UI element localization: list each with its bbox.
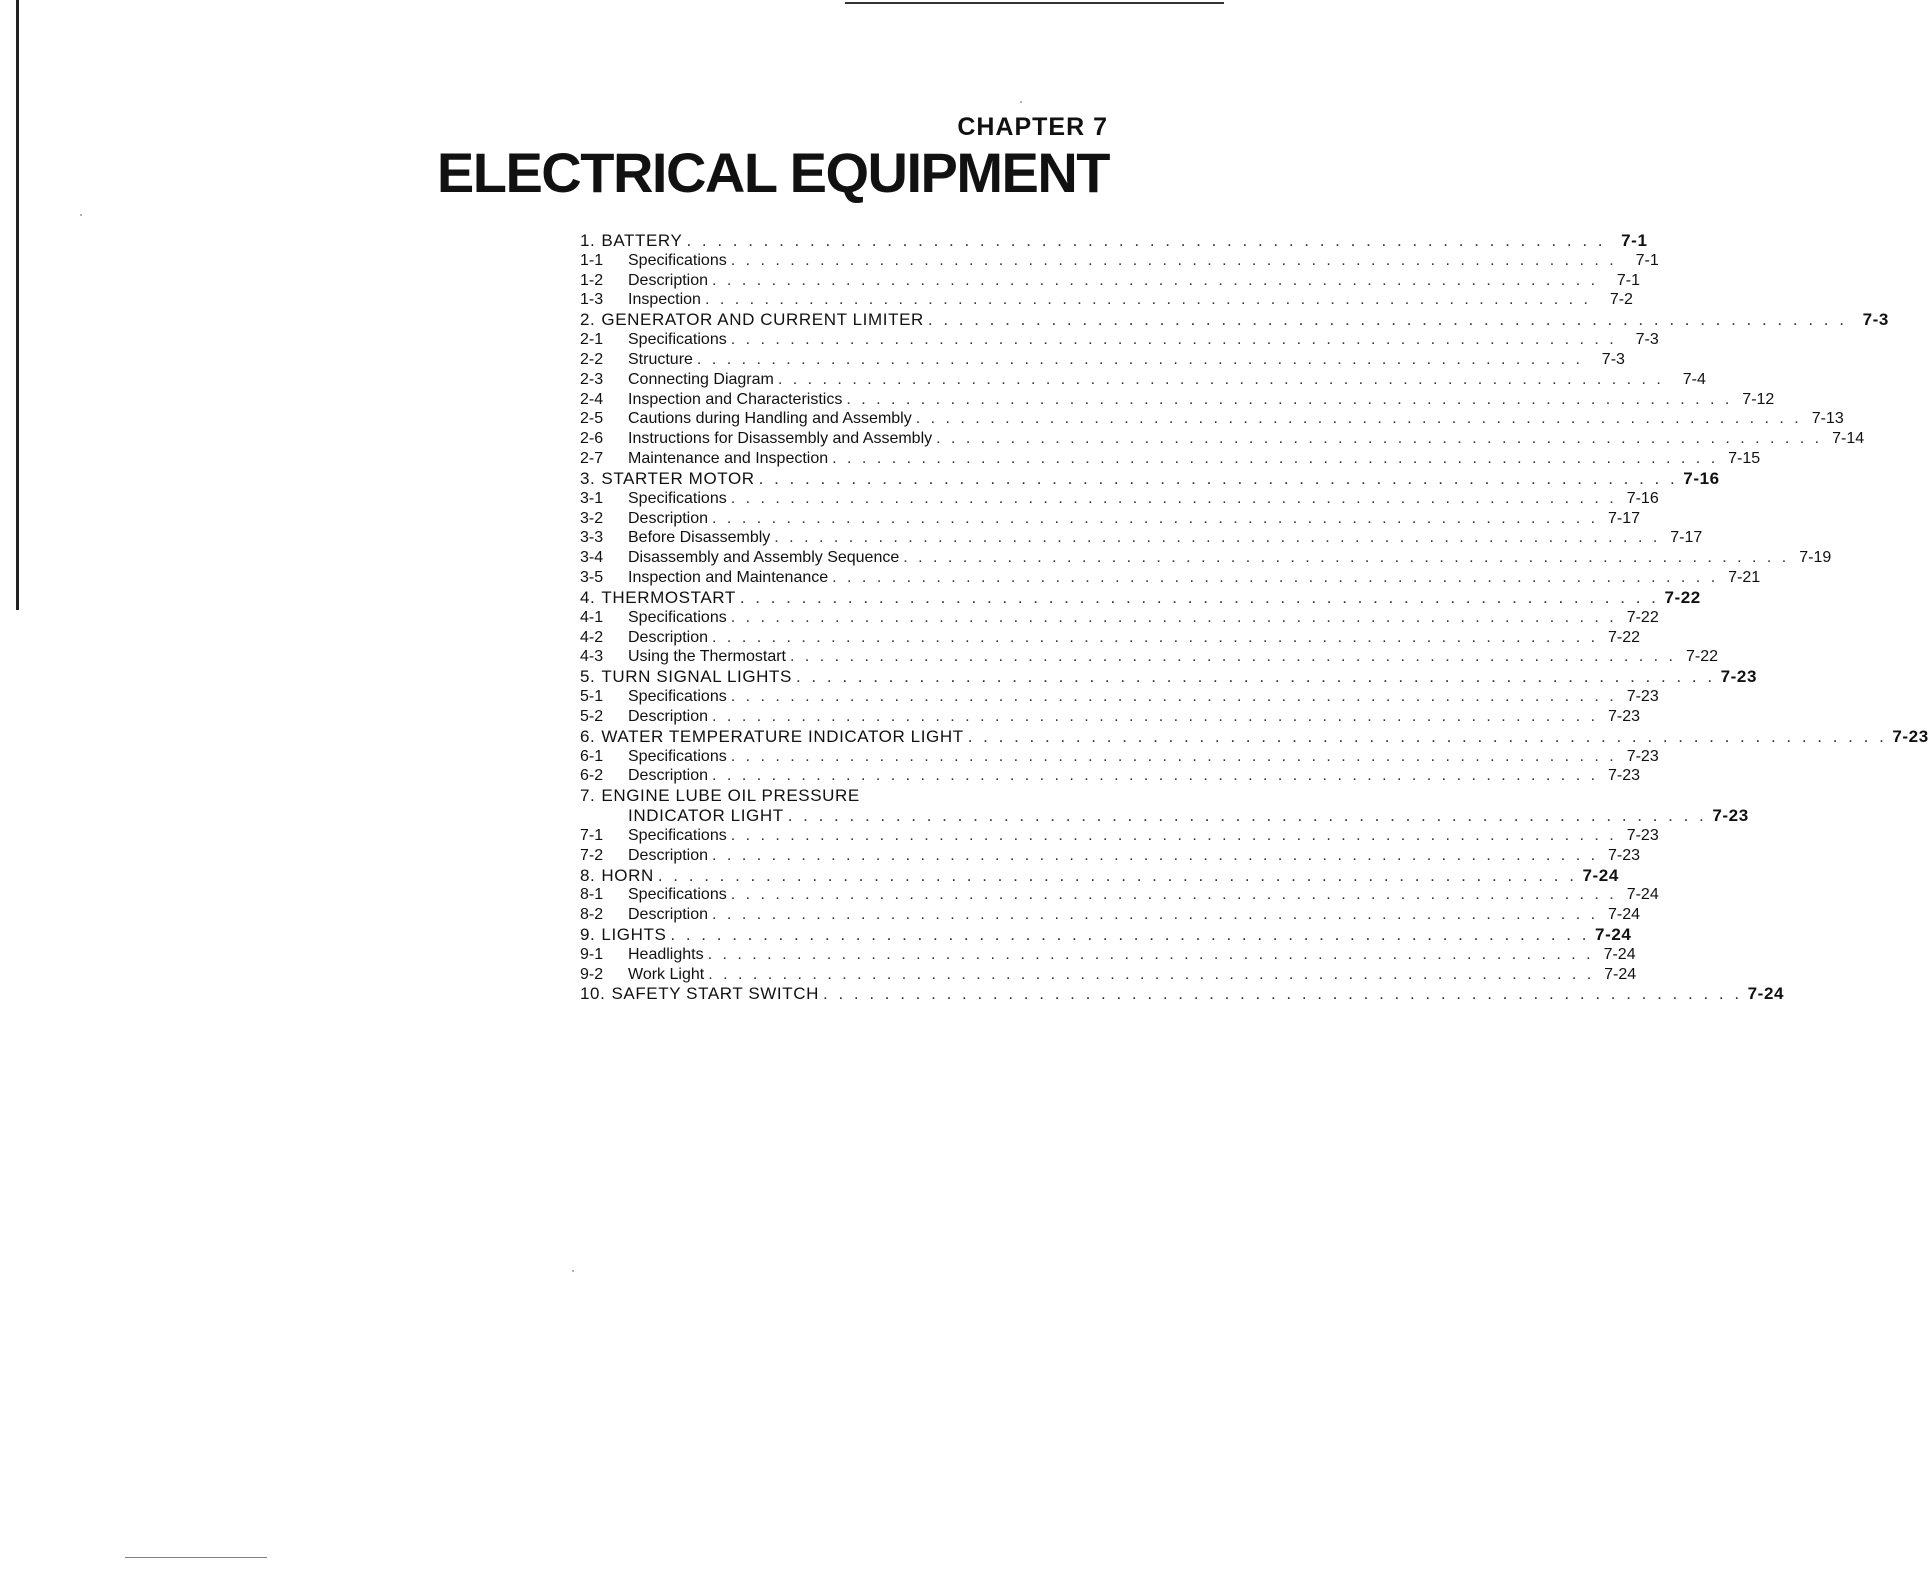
toc-entry-page: 7-17 [1670, 529, 1703, 547]
toc-dot-leader: . . . . . . . . . . . . . . . . . . . . . . . . . . . . . . . . . . . . . . . . . . . . . . . . . . . . . . . . . . . . [846, 390, 1733, 408]
toc-dot-leader: . . . . . . . . . . . . . . . . . . . . . . . . . . . . . . . . . . . . . . . . . . . . . . . . . . . . . . . . . . . . [730, 251, 1617, 269]
toc-dot-leader: . . . . . . . . . . . . . . . . . . . . . . . . . . . . . . . . . . . . . . . . . . . . . . . . . . . . . . . . . . . . [730, 331, 1617, 349]
toc-entry-title: STARTER MOTOR [601, 468, 755, 488]
toc-entry-title: Description [628, 767, 709, 785]
toc-dot-leader: . . . . . . . . . . . . . . . . . . . . . . . . . . . . . . . . . . . . . . . . . . . . . . . . . . . . . . . . . . . . [790, 648, 1676, 666]
toc-entry-page: 7-2 [1609, 291, 1633, 309]
toc-entry-title: Specifications [628, 826, 727, 844]
toc-entry-page: 7-15 [1728, 450, 1761, 468]
toc-entry-number: 8-1 [580, 886, 604, 904]
toc-entry-title: Work Light [628, 965, 705, 983]
toc-entry [580, 806, 1749, 826]
toc-entry-title: WATER TEMPERATURE INDICATOR LIGHT [601, 726, 964, 746]
toc-entry-title: Specifications [628, 331, 727, 349]
toc-entry-page: 7-23 [1892, 726, 1929, 746]
toc-entry-number: 4. [580, 587, 596, 607]
toc-entry-number: 4-2 [580, 628, 604, 646]
toc-entry [580, 945, 1636, 965]
toc-entry-title: Inspection and Maintenance [628, 569, 829, 587]
toc-entry [580, 548, 1832, 568]
toc-entry-number: 6-1 [580, 747, 604, 765]
toc-entry [580, 390, 1775, 410]
toc-entry [580, 528, 1703, 548]
toc-entry [580, 429, 1865, 449]
toc-entry-page: 7-3 [1862, 310, 1889, 330]
toc-entry-number: 1. [580, 231, 596, 250]
toc-entry-page: 7-24 [1582, 865, 1619, 885]
toc-dot-leader: . . . . . . . . . . . . . . . . . . . . . . . . . . . . . . . . . . . . . . . . . . . . . . . . . . . . . . . . . . . . [704, 291, 1591, 309]
toc-entry-title: GENERATOR AND CURRENT LIMITER [601, 310, 924, 330]
toc-entry-page: 7-24 [1626, 886, 1659, 904]
toc-entry-page: 7-23 [1720, 667, 1758, 687]
toc-entry [580, 449, 1761, 469]
toc-entry-page: 7-24 [1604, 965, 1637, 983]
toc-entry-number: 6. [580, 726, 596, 746]
toc-entry-page: 7-4 [1682, 370, 1706, 388]
toc-dot-leader: . . . . . . . . . . . . . . . . . . . . . . . . . . . . . . . . . . . . . . . . . . . . . . . . . . . . . . . . . . . . [777, 370, 1664, 388]
toc-entry-number: 10. [580, 984, 606, 1004]
toc-entry-page: 7-24 [1603, 945, 1636, 963]
toc-entry-title: Using the Thermostart [628, 648, 786, 666]
scan-speck [572, 1270, 574, 1272]
toc-dot-leader: . . . . . . . . . . . . . . . . . . . . . . . . . . . . . . . . . . . . . . . . . . . . . . . . . . . . . . . . . . . . [758, 468, 1678, 488]
toc-entry-title: SAFETY START SWITCH [611, 984, 819, 1004]
chapter-title: ELECTRICAL EQUIPMENT [436, 141, 1109, 204]
toc-entry-title: Inspection and Characteristics [628, 390, 843, 408]
toc-entry-page: 7-23 [1608, 707, 1641, 725]
toc-entry-number: 9-2 [580, 965, 604, 983]
toc-entry-page: 7-12 [1742, 390, 1775, 408]
toc-entry-page: 7-23 [1626, 747, 1659, 765]
toc-entry-title: Specifications [628, 489, 727, 507]
chapter-label: CHAPTER 7 [957, 113, 1108, 141]
toc-entry-number: 9. [580, 924, 596, 944]
toc-dot-leader: . . . . . . . . . . . . . . . . . . . . . . . . . . . . . . . . . . . . . . . . . . . . . . . . . . . . . . . . . . . . [686, 231, 1606, 250]
toc-entry-title: Instructions for Disassembly and Assembly [628, 430, 933, 448]
toc-dot-leader: . . . . . . . . . . . . . . . . . . . . . . . . . . . . . . . . . . . . . . . . . . . . . . . . . . . . . . . . . . . . [657, 865, 1577, 885]
toc-entry-page: 7-21 [1728, 569, 1761, 587]
toc-entry-page: 7-1 [1621, 231, 1648, 250]
toc-entry [580, 826, 1659, 846]
toc-entry [580, 608, 1659, 628]
toc-dot-leader: . . . . . . . . . . . . . . . . . . . . . . . . . . . . . . . . . . . . . . . . . . . . . . . . . . . . . . . . . . . . [730, 489, 1617, 507]
toc-entry [580, 290, 1633, 310]
toc-entry-number: 3-3 [580, 529, 604, 547]
toc-dot-leader: . . . . . . . . . . . . . . . . . . . . . . . . . . . . . . . . . . . . . . . . . . . . . . . . . . . . . . . . . . . . [915, 410, 1802, 428]
toc-entry-title: HORN [601, 865, 654, 885]
toc-entry [580, 568, 1761, 588]
top-rule [845, 2, 1224, 4]
toc-entry-number: 2-1 [580, 331, 604, 349]
toc-entry [580, 766, 1641, 786]
toc-entry [580, 924, 1632, 945]
toc-dot-leader: . . . . . . . . . . . . . . . . . . . . . . . . . . . . . . . . . . . . . . . . . . . . . . . . . . . . . . . . . . . . [730, 886, 1617, 904]
toc-entry-page: 7-24 [1608, 906, 1641, 924]
toc-dot-leader: . . . . . . . . . . . . . . . . . . . . . . . . . . . . . . . . . . . . . . . . . . . . . . . . . . . . . . . . . . . . [712, 846, 1599, 864]
toc-entry [580, 587, 1701, 608]
toc-entry-number: 2-3 [580, 370, 604, 388]
toc-entry-number: 3. [580, 468, 596, 488]
toc-entry-title: Description [628, 271, 709, 289]
toc-entry-page: 7-24 [1747, 984, 1785, 1004]
table-of-contents [580, 231, 1929, 1004]
toc-entry-number: 3-5 [580, 569, 604, 587]
toc-entry-page: 7-24 [1595, 924, 1632, 944]
toc-entry-title: INDICATOR LIGHT [628, 806, 784, 826]
toc-entry-number: 3-4 [580, 549, 604, 567]
toc-entry-number: 6-2 [580, 767, 604, 785]
toc-entry-title: Cautions during Handling and Assembly [628, 410, 912, 428]
toc-entry-number: 2-4 [580, 390, 604, 408]
toc-entry [580, 965, 1637, 985]
toc-entry [580, 846, 1641, 866]
toc-entry-number: 8-2 [580, 906, 604, 924]
toc-entry [580, 489, 1659, 509]
toc-entry-number: 7-1 [580, 826, 604, 844]
toc-entry-number: 9-1 [580, 945, 604, 963]
toc-entry-title: LIGHTS [601, 924, 667, 944]
toc-entry [580, 310, 1889, 330]
toc-entry-page: 7-13 [1811, 410, 1844, 428]
toc-entry-title: BATTERY [601, 231, 683, 250]
toc-entry-page: 7-23 [1626, 826, 1659, 844]
toc-dot-leader: . . . . . . . . . . . . . . . . . . . . . . . . . . . . . . . . . . . . . . . . . . . . . . . . . . . . . . . . . . . . [787, 806, 1707, 826]
toc-dot-leader: . . . . . . . . . . . . . . . . . . . . . . . . . . . . . . . . . . . . . . . . . . . . . . . . . . . . . . . . . . . . [739, 587, 1659, 607]
toc-entry-number: 2-5 [580, 410, 604, 428]
toc-entry-page: 7-23 [1712, 806, 1749, 826]
toc-dot-leader: . . . . . . . . . . . . . . . . . . . . . . . . . . . . . . . . . . . . . . . . . . . . . . . . . . . . . . . . . . . . [712, 707, 1599, 725]
toc-entry-number: 5-2 [580, 707, 604, 725]
toc-entry-page: 7-16 [1683, 468, 1720, 488]
toc-entry-title: THERMOSTART [601, 587, 736, 607]
toc-entry-number: 4-3 [580, 648, 604, 666]
toc-entry-title: Maintenance and Inspection [628, 450, 829, 468]
toc-entry-number: 1-3 [580, 291, 604, 309]
toc-entry-number: 5. [580, 667, 596, 687]
toc-entry-page: 7-23 [1608, 846, 1641, 864]
toc-entry [580, 628, 1641, 648]
toc-entry [580, 350, 1625, 370]
toc-entry [580, 647, 1718, 667]
binding-edge-line [16, 0, 19, 610]
scan-speck [80, 214, 82, 216]
toc-entry-title: Before Disassembly [628, 529, 771, 547]
toc-entry-title: Specifications [628, 747, 727, 765]
toc-dot-leader: . . . . . . . . . . . . . . . . . . . . . . . . . . . . . . . . . . . . . . . . . . . . . . . . . . . . . . . . . . . . [795, 667, 1716, 687]
toc-entry [580, 409, 1844, 429]
toc-dot-leader: . . . . . . . . . . . . . . . . . . . . . . . . . . . . . . . . . . . . . . . . . . . . . . . . . . . . . . . . . . . . [730, 688, 1617, 706]
toc-entry [580, 468, 1720, 489]
toc-entry-page: 7-23 [1626, 688, 1659, 706]
toc-entry-number: 7. [580, 786, 596, 806]
toc-entry-number: 7-2 [580, 846, 604, 864]
toc-dot-leader: . . . . . . . . . . . . . . . . . . . . . . . . . . . . . . . . . . . . . . . . . . . . . . . . . . . . . . . . . . . . [712, 767, 1599, 785]
toc-entry [580, 726, 1929, 747]
toc-entry-number: 3-2 [580, 509, 604, 527]
toc-entry-page: 7-16 [1626, 489, 1659, 507]
toc-dot-leader: . . . . . . . . . . . . . . . . . . . . . . . . . . . . . . . . . . . . . . . . . . . . . . . . . . . . . . . . . . . . [936, 430, 1823, 448]
toc-dot-leader: . . . . . . . . . . . . . . . . . . . . . . . . . . . . . . . . . . . . . . . . . . . . . . . . . . . . . . . . . . . . [708, 965, 1595, 983]
toc-dot-leader: . . . . . . . . . . . . . . . . . . . . . . . . . . . . . . . . . . . . . . . . . . . . . . . . . . . . . . . . . . . . [712, 628, 1599, 646]
toc-dot-leader: . . . . . . . . . . . . . . . . . . . . . . . . . . . . . . . . . . . . . . . . . . . . . . . . . . . . . . . . . . . . [730, 826, 1617, 844]
toc-entry-number: 3-1 [580, 489, 604, 507]
scan-speck [1020, 101, 1022, 103]
toc-dot-leader: . . . . . . . . . . . . . . . . . . . . . . . . . . . . . . . . . . . . . . . . . . . . . . . . . . . . . . . . . . . . [832, 569, 1719, 587]
toc-entry-title: Description [628, 906, 709, 924]
toc-dot-leader: . . . . . . . . . . . . . . . . . . . . . . . . . . . . . . . . . . . . . . . . . . . . . . . . . . . . . . . . . . . . [712, 271, 1599, 289]
toc-entry-page: 7-14 [1832, 430, 1865, 448]
toc-entry [580, 707, 1641, 727]
toc-entry-title: Specifications [628, 688, 727, 706]
toc-entry-title: TURN SIGNAL LIGHTS [601, 667, 792, 687]
toc-dot-leader: . . . . . . . . . . . . . . . . . . . . . . . . . . . . . . . . . . . . . . . . . . . . . . . . . . . . . . . . . . . . [707, 945, 1594, 963]
toc-entry [580, 984, 1785, 1004]
toc-entry-title: Specifications [628, 886, 727, 904]
toc-entry-page: 7-17 [1608, 509, 1641, 527]
toc-entry-page: 7-3 [1601, 350, 1625, 368]
toc-entry-title: Specifications [628, 608, 727, 626]
toc-entry-number: 1-1 [580, 251, 604, 269]
toc-entry-number: 2-6 [580, 430, 604, 448]
toc-entry-page: 7-1 [1635, 251, 1659, 269]
toc-entry-number: 8. [580, 865, 596, 885]
toc-entry [580, 885, 1659, 905]
toc-entry-page: 7-22 [1664, 587, 1701, 607]
toc-entry-title: Description [628, 707, 709, 725]
toc-dot-leader: . . . . . . . . . . . . . . . . . . . . . . . . . . . . . . . . . . . . . . . . . . . . . . . . . . . . . . . . . . . . [927, 310, 1847, 330]
toc-dot-leader: . . . . . . . . . . . . . . . . . . . . . . . . . . . . . . . . . . . . . . . . . . . . . . . . . . . . . . . . . . . . [774, 529, 1661, 547]
toc-entry-number: 2-7 [580, 450, 604, 468]
toc-dot-leader: . . . . . . . . . . . . . . . . . . . . . . . . . . . . . . . . . . . . . . . . . . . . . . . . . . . . . . . . . . . . [832, 450, 1719, 468]
toc-entry-page: 7-22 [1685, 648, 1718, 666]
toc-entry [580, 251, 1659, 271]
toc-entry [580, 786, 1103, 806]
toc-entry-page: 7-22 [1608, 628, 1641, 646]
toc-entry-number: 5-1 [580, 688, 604, 706]
toc-entry-title: Specifications [628, 251, 727, 269]
toc-dot-leader: . . . . . . . . . . . . . . . . . . . . . . . . . . . . . . . . . . . . . . . . . . . . . . . . . . . . . . . . . . . . [967, 726, 1887, 746]
toc-dot-leader: . . . . . . . . . . . . . . . . . . . . . . . . . . . . . . . . . . . . . . . . . . . . . . . . . . . . . . . . . . . . [712, 906, 1599, 924]
toc-dot-leader: . . . . . . . . . . . . . . . . . . . . . . . . . . . . . . . . . . . . . . . . . . . . . . . . . . . . . . . . . . . . [730, 608, 1617, 626]
toc-entry-number: 2. [580, 310, 596, 330]
toc-entry-page: 7-19 [1799, 549, 1832, 567]
toc-dot-leader: . . . . . . . . . . . . . . . . . . . . . . . . . . . . . . . . . . . . . . . . . . . . . . . . . . . . . . . . . . . . [696, 350, 1583, 368]
toc-entry-title: Headlights [628, 945, 704, 963]
toc-entry-number: 2-2 [580, 350, 604, 368]
toc-entry-page: 7-3 [1635, 331, 1659, 349]
toc-entry-title: Description [628, 628, 709, 646]
toc-entry [580, 330, 1659, 350]
toc-entry-page: 7-23 [1608, 767, 1641, 785]
toc-entry-number: 4-1 [580, 608, 604, 626]
toc-dot-leader: . . . . . . . . . . . . . . . . . . . . . . . . . . . . . . . . . . . . . . . . . . . . . . . . . . . . . . . . . . . . [903, 549, 1790, 567]
toc-entry [580, 231, 1648, 251]
toc-entry [580, 747, 1659, 767]
toc-entry [580, 370, 1706, 390]
toc-entry-title: Disassembly and Assembly Sequence [628, 549, 900, 567]
toc-entry [580, 667, 1758, 687]
toc-entry-page: 7-22 [1626, 608, 1659, 626]
bottom-rule [125, 1557, 267, 1558]
toc-entry-title: Connecting Diagram [628, 370, 774, 388]
toc-dot-leader: . . . . . . . . . . . . . . . . . . . . . . . . . . . . . . . . . . . . . . . . . . . . . . . . . . . . . . . . . . . . [823, 984, 1743, 1004]
toc-entry-title: Structure [628, 350, 693, 368]
toc-dot-leader: . . . . . . . . . . . . . . . . . . . . . . . . . . . . . . . . . . . . . . . . . . . . . . . . . . . . . . . . . . . . [730, 747, 1617, 765]
toc-entry-title: ENGINE LUBE OIL PRESSURE [601, 786, 860, 806]
toc-entry [580, 905, 1641, 925]
toc-entry [580, 687, 1659, 707]
toc-dot-leader: . . . . . . . . . . . . . . . . . . . . . . . . . . . . . . . . . . . . . . . . . . . . . . . . . . . . . . . . . . . . [712, 509, 1599, 527]
toc-entry-page: 7-1 [1616, 271, 1641, 289]
toc-dot-leader: . . . . . . . . . . . . . . . . . . . . . . . . . . . . . . . . . . . . . . . . . . . . . . . . . . . . . . . . . . . . [670, 924, 1590, 944]
toc-entry-title: Description [628, 509, 709, 527]
toc-entry [580, 271, 1641, 291]
toc-entry-title: Description [628, 846, 709, 864]
toc-entry [580, 509, 1641, 529]
toc-entry-title: Inspection [628, 291, 701, 309]
toc-entry-number: 1-2 [580, 271, 604, 289]
toc-entry [580, 865, 1619, 886]
